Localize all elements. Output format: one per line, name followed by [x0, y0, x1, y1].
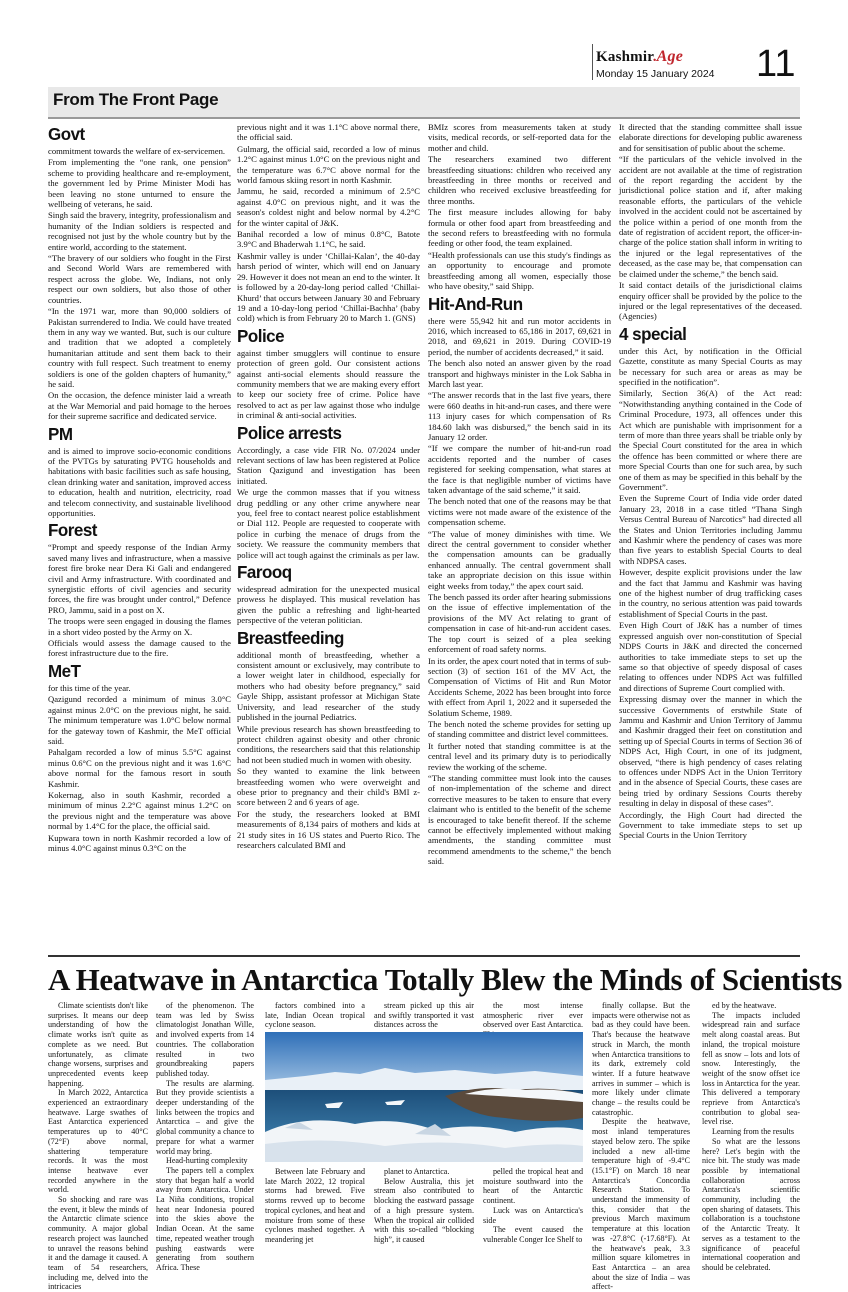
paragraph: Climate scientists don't like surprises. It means our deep understanding of how the climate works isn't quite as complete as we need. But unfortunately, as climate change worsens, surprises and unprecedented events keep happening. — [48, 1001, 148, 1088]
story-met-continued — [237, 122, 420, 324]
paragraph: there were 55,942 hit and run motor accidents in 2016, which increased to 65,186 in 2017, 69,621 in 2018, and 69,621 in 2019. During COVID-19 period, the number of accidents decreased,” it said. — [428, 315, 611, 357]
paragraph: The bench also noted an answer given by the road transport and highways minister in the Lok Sabha in March last year. — [428, 358, 611, 389]
paragraph: Expressing dismay over the manner in which the successive Governments of erstwhile State of Jammu and Kashmir and Union Territory of Jammu and Kashmir dragged their feet on constitution and setting up of Special Courts in terms of Section 36 of NDPS Act, High Court, in one of its judgment, observed, “there is high pendency of cases relating to offences under NDPS Act in the Union Territory and in the absence of Special Courts, these cases are being tried by ordinary Sessions Courts thereby resulting in delay in disposal of these cases”. — [619, 694, 802, 809]
paragraph: against timber smugglers will continue to ensure protection of green gold. Our consistent actions against anti-social elements should reassure the community members that we are making every effort to keep our society free of crime. Police have resolved to act as per law against those who indulge in criminal & anti-social activities. — [237, 347, 420, 421]
paragraph: Kokernag, also in south Kashmir, recorded a minimum of minus 2.2°C against minus 1.2°C on the previous night and the temperature was above normal by 1.4°C for the place, the official said. — [48, 789, 231, 832]
paragraph: of the phenomenon. The team was led by Swiss climatologist Jonathan Wille, and involved experts from 14 countries. The collaboration resulted in two groundbreaking papers published today. — [156, 1001, 254, 1078]
feature-column-1 — [48, 1001, 148, 1292]
paragraph: Pahalgam recorded a low of minus 5.5°C against minus 0.6°C on the previous night and it was 1.6°C above normal for the famous resort in south Kashmir. — [48, 747, 231, 789]
paragraph: In its order, the apex court noted that in terms of sub-section (3) of section 161 of the MV Act, the Compensation of Victims of Hit and Run Motor Accidents Scheme, 2022 has been brought into force with effect from April 1, 2022 and it superseded the Solatium Scheme, 1989. — [428, 655, 611, 718]
feature-divider — [48, 955, 800, 957]
feature-column-6 — [592, 1001, 690, 1292]
paragraph: The bench passed its order after hearing submissions on the issue of effective implementation of the provisions of the MV Act relating to grant of compensation in case of hit-and-run accident cases. The top court is seized of a plea seeking enforcement of road safety norms. — [428, 592, 611, 655]
paragraph: From implementing the “one rank, one pension” scheme to providing healthcare and re-employment, the government led by Prime Minister Modi has been leaving no stone unturned to ensure the wellbeing of veterans, he said. — [48, 157, 231, 210]
paragraph: For the study, the researchers looked at BMI measurements of 8,134 pairs of mothers and kids at 21 study sites in 16 US states and Puerto Rico. The researchers calculated BMI and — [237, 808, 420, 850]
antarctic-landscape-image — [265, 1032, 583, 1162]
page-number: 11 — [756, 43, 796, 85]
story-heading-forest: Forest — [48, 520, 97, 541]
paragraph: The bench noted that one of the reasons may be that victims were not made aware of the existence of the compensation scheme. — [428, 496, 611, 528]
paragraph: planet to Antarctica. — [384, 1167, 450, 1176]
paragraph: Singh said the bravery, integrity, professionalism and humanity of the Indian soldiers is respected and recognised not just by the whole country but by the entire world, according to the statement. — [48, 210, 231, 252]
paragraph: In March 2022, Antarctica experienced an extraordinary heatwave. Large swathes of East Antarctica experienced temperatures up to 40°C (72°F) above normal, shattering temperature records. It was the most intense heatwave ever recorded anywhere in the world. — [48, 1088, 148, 1195]
paragraph: It said contact details of the jurisdictional claims enquiry officer shall be provided by the police to the injured or the legal representatives of the deceased. (Agencies) — [619, 280, 802, 322]
paragraph: The impacts included widespread rain and surface melt along coastal areas. But inland, the tropical moisture fell as snow – lots and lots of snow. Interestingly, the weight of the snow offset ice loss in Antarctica for the year. This delivered a temporary reprieve from Antarctica's contribution to global sea-level rise. — [702, 1010, 800, 1127]
paragraph: So what are the lessons here? Let's begin with the nice bit. The study was made possible by international collaboration across Antarctica's scientific community, including the open sharing of datasets. This collaboration is a touchstone of the Antarctic Treaty. It serves as a testament to the significance of peaceful international cooperation and should be celebrated. — [702, 1136, 800, 1272]
section-title: From The Front Page — [53, 90, 219, 109]
story-heading-govt: Govt — [48, 124, 85, 145]
antarctica-photo — [265, 1032, 583, 1162]
paragraph: While previous research has shown breastfeeding to protect children against obesity and other chronic conditions, the researchers said that this relationship had not been studied much in women with obesity. — [237, 723, 420, 765]
story-police-arrests — [237, 445, 420, 560]
column-2 — [237, 122, 420, 962]
paragraph: “Prompt and speedy response of the Indian Army saved many lives and infrastructure, when a massive forest fire broke near Dera Ki Gali and endangered civil and Army infrastructure. With coordinated and synergistic efforts of civil agencies and security forces, the fire was brought under control,” Defence PRO, Jammu, said in a post on X. — [48, 542, 231, 615]
story-heading-pm: PM — [48, 424, 73, 445]
paragraph: additional month of breastfeeding, whether a consistent amount or exclusively, may contribute to a lower weight later in childhood, especially for mothers who had obesity before pregnancy,” said Gayle Shipp, assistant professor at Michigan State University, and lead researcher of the study published in the journal Pediatrics. — [237, 649, 420, 723]
paragraph: “The bravery of our soldiers who fought in the First and Second World Wars are remembered with respect across the globe. We, Indians, not only respect our own soldiers, but also those of other countries. — [48, 253, 231, 305]
story-heading-4-special: 4 special — [619, 324, 687, 345]
column-4 — [619, 122, 802, 962]
paragraph: Learning from the results — [712, 1127, 795, 1137]
paragraph: “Health professionals can use this study's findings as an opportunity to encourage and promote breastfeeding among all women, especially those who have obesity,” said Shipp. — [428, 249, 611, 292]
paragraph: under this Act, by notification in the Official Gazette, constitute as many Special Courts as may be necessary for such area or areas as may be specified in the notification”. — [619, 345, 802, 387]
paragraph: finally collapse. But the impacts were otherwise not as bad as they could have been. That's because the heatwave struck in March, the month when Antarctica transitions to its dark, extremely cold winter. If a future heatwave arrives in summer – which is more likely under climate change – the results could be catastrophic. — [592, 1001, 690, 1117]
paragraph: Qazigund recorded a minimum of minus 3.0°C against minus 2.0°C on the previous night, he said. The minimum temperature was 1.0°C below normal for the gateway town of Kashmir, the MeT official said. — [48, 694, 231, 746]
feature-column-3-bottom — [265, 1167, 365, 1287]
paragraph: factors combined into a late, Indian Ocean tropical cyclone season. — [265, 1001, 365, 1030]
paragraph: Despite the heatwave, most inland temperatures stayed below zero. The spike included a new all-time temperature high of -9.4°C (15.1°F) on March 18 near Antarctica's Concordia Research Station. To understand the immensity of this, consider that the previous March maximum temperature at this location was -27.8°C (-17.68°F). At the heatwave's peak, 3.3 million square kilometres in East Antarctica – an area about the size of India – was affect- — [592, 1117, 690, 1292]
feature-headline: A Heatwave in Antarctica Totally Blew the Minds of Scientists — [48, 962, 842, 997]
brand-accent: Age — [656, 48, 684, 65]
paragraph: It further noted that standing committee is at the central level and its primary duty is to periodically review the working of the scheme. — [428, 740, 611, 772]
story-pm — [48, 446, 231, 519]
paragraph: “The value of money diminishes with time. We direct the central government to consider whether the compensation amounts can be gradually enhanced annually. The central government shall take an appropriate decision on this issue within eight weeks from today,” the apex court said. — [428, 528, 611, 591]
feature-column-5-bottom — [483, 1167, 583, 1287]
paragraph: The troops were seen engaged in dousing the flames in a short video posted by the Army on X. — [48, 616, 231, 637]
paragraph: Kashmir valley is under ‘Chillai-Kalan’, the 40-day harsh period of winter, which will end on January 29. However it does not mean an end to the winter. It is followed by a 20-day-long period called ‘Chillai-Khurd’ that occurs between January 30 and February 19 and a 10-day-long period ‘Chillai-Bachha’ (baby cold) which is from February 20 to March 1. (GNS) — [237, 250, 420, 324]
story-farooq — [237, 584, 420, 626]
paragraph: We urge the common masses that if you witness drug peddling or any other crime anywhere near you, feel free to contact nearest police establishment or Dial 112. People are requested to cooperate with police in curbing the menace of drugs from the society. We reassure the community members that police will act tough against the criminals as per law. — [237, 487, 420, 560]
issue-date: Monday 15 January 2024 — [596, 68, 715, 80]
paragraph: “If we compare the number of hit-and-run road accidents reported and the number of cases registered for seeking compensation, what stares at the face is that negligible number of victims have taken advantage of the said scheme,” it said. — [428, 443, 611, 495]
paragraph: “The answer records that in the last five years, there were 660 deaths in hit-and-run cases, and there were 113 injury cases for which compensation of Rs 184.60 lakh was disbursed,” the bench said in its January 12 order. — [428, 390, 611, 442]
column-1 — [48, 122, 231, 962]
paragraph: Head-hurting complexity — [166, 1156, 248, 1166]
paragraph: However, despite explicit provisions under the law and the fact that Jammu and Kashmir was having one of the highest number of drug trafficking cases in the country, no serious attention was paid towards establishment of Special Courts in the past. — [619, 567, 802, 619]
paragraph: So shocking and rare was the event, it blew the minds of the Antarctic climate science community. A major global research project was launched to unravel the reasons behind it and the damage it caused. A team of 54 researchers, including me, delved into the intricacies — [48, 1195, 148, 1292]
paragraph: for this time of the year. — [48, 682, 131, 693]
paragraph: Gulmarg, the official said, recorded a low of minus 1.2°C against minus 1.0°C on the previous night and the temperature was 6.7°C above normal for the world famous skiing resort in north Kashmir. — [237, 143, 420, 186]
column-3 — [428, 122, 611, 962]
story-breastfeeding — [237, 650, 420, 851]
paragraph: On the occasion, the defence minister laid a wreath at the War Memorial and paid homage to the heroes for their supreme sacrifice and dedicated service. — [48, 390, 231, 422]
paragraph: Accordingly, the High Court had directed the Government to take immediate steps to set up Special Courts in the Union Territory — [619, 809, 802, 841]
paragraph: Accordingly, a case vide FIR No. 07/2024 under relevant sections of law has been registered at Police Station Qazigund and investigation has been initiated. — [237, 444, 420, 486]
paragraph: The first measure includes allowing for baby formula or other food apart from breastfeeding and the second refers to breastfeeding with no formula feeding or other food, the team explained. — [428, 207, 611, 249]
paragraph: The bench noted the scheme provides for setting up of standing committee and district level committees. — [428, 718, 611, 740]
paragraph: Below Australia, this jet stream also contributed to blocking the eastward passage of a high pressure system. When the tropical air collided with this so-called “blocking high”, it caused — [374, 1176, 474, 1244]
paragraph: BMIz scores from measurements taken at study visits, medical records, or self-reported data for the mother and child. — [428, 122, 611, 153]
story-heading-farooq: Farooq — [237, 562, 292, 583]
story-heading-police-arrests: Police arrests — [237, 423, 342, 444]
masthead — [592, 44, 848, 84]
paragraph: Luck was on Antarctica's side — [483, 1205, 583, 1225]
story-police — [237, 348, 420, 421]
paragraph: Jammu, he said, recorded a minimum of 2.5°C against 4.0°C on previous night, and it was the season's coldest night and below normal by 4.2°C for the winter capital of J&K. — [237, 186, 420, 228]
paragraph: The event caused the vulnerable Conger Ice Shelf to — [483, 1225, 583, 1244]
newspaper-logo: Kashmir.Age — [596, 48, 684, 65]
story-heading-police: Police — [237, 326, 285, 347]
story-met — [48, 683, 231, 854]
paragraph: Even High Court of J&K has a number of times expressed anguish over non-constitution of Special NDPS Courts in J&K and directed the concerned authorities to take immediate steps to set up the same so that objective of speedy disposal of cases relating to offences under NDPS Act was fulfilled and directions of Supreme Court complied with. — [619, 620, 802, 693]
story-4-special — [619, 346, 802, 841]
story-heading-breastfeeding: Breastfeeding — [237, 628, 344, 649]
paragraph: Banihal recorded a low of minus 0.8°C, Batote 3.9°C and Bhaderwah 1.1°C, he said. — [237, 229, 420, 250]
story-hit-and-run — [428, 316, 611, 867]
paragraph: The researchers examined two different breastfeeding situations: children who received any breastfeeding in three months or received and children who received exclusive breastfeeding for three months. — [428, 154, 611, 206]
paragraph: and is aimed to improve socio-economic conditions of the PVTGs by saturating PVTG households and habitations with basic facilities such as safe housing, clean drinking water and sanitation, improved access to education, health and nutrition, electricity, road and telecom connectivity, and sustainable livelihood opportunities. — [48, 445, 231, 518]
paragraph: It directed that the standing committee shall issue elaborate directions for developing public awareness and for sensitisation of public about the scheme. — [619, 122, 802, 153]
paragraph: “In the 1971 war, more than 90,000 soldiers of Pakistan surrendered to India. We could have treated them in any way we wanted. But, such is our culture and tradition that we adopted a completely humanitarian attitude and sent them back to their country with full respect. Such treatment to enemy soldiers is one of the golden chapters of humanity,” he said. — [48, 306, 231, 389]
paragraph: previous night and it was 1.1°C above normal there, the official said. — [237, 122, 420, 143]
story-heading-met: MeT — [48, 661, 81, 682]
paragraph: “If the particulars of the vehicle involved in the accident are not available at the time of registration of the report regarding the accident by the jurisdictional police station and if, after making reasonable efforts, the particulars of the vehicle involved in the accident could not be ascertained by the police within a period of one month from the date of registration of accident report, the officer-in-charge of the police station shall inform in writing to the injured or the legal representatives of the deceased, as the case may be, that compensation can be claimed under the scheme,” the bench said. — [619, 154, 802, 279]
paragraph: widespread admiration for the unexpected musical prowess he displayed. This musical revelation has given the public a refreshing and light-hearted perspective of the veteran politician. — [237, 584, 420, 626]
paragraph: Similarly, Section 36(A) of the Act read: “Notwithstanding anything contained in the Code of Criminal Procedure, 1973, all offences under this Act which are punishable with imprisonment for a term of more than three years shall be triable only by the Special Court constituted for the area in which the offence has been committed or where there are more Special Courts than one for such area, by such one of them as may be specified in this behalf by the Government”. — [619, 388, 802, 492]
paragraph: Kupwara town in north Kashmir recorded a low of minus 4.0°C against minus 0.3°C on the — [48, 832, 231, 853]
paragraph: The results are alarming. But they provide scientists a deeper understanding of the links between the tropics and Antarctica – and give the global community a chance to prepare for what a warmer world may bring. — [156, 1078, 254, 1156]
paragraph: ed by the heatwave. — [712, 1001, 777, 1010]
feature-column-7 — [702, 1001, 800, 1286]
paragraph: So they wanted to examine the link between breastfeeding women who were overweight and obese prior to pregnancy and their child's BMI z-score between 2 and 6 years of age. — [237, 766, 420, 808]
feature-column-4-bottom — [374, 1167, 474, 1287]
feature-column-2 — [156, 1001, 254, 1286]
brand-name: Kashmir — [596, 49, 653, 65]
paragraph: Officials would assess the damage caused to the forest infrastructure due to the fire. — [48, 638, 231, 659]
masthead-divider — [592, 44, 593, 80]
story-govt — [48, 146, 231, 422]
paragraph: The papers tell a complex story that began half a world away from Antarctica. Under La Niña conditions, tropical heat near Indonesia poured into the skies above the Indian Ocean. At the same time, repeated weather trough pushing eastwards were generating from southern Africa. These — [156, 1165, 254, 1272]
paragraph: “The standing committee must look into the causes of non-implementation of the scheme and direct corrective measures to be taken to ensure that every claimant who is entitled to the benefit of the scheme is encouraged to take benefit thereof. If the scheme cannot be effectively implemented without making amendments, the standing committee must recommend amendments to the scheme,” the bench said. — [428, 772, 611, 867]
story-heading-hit-and-run: Hit-And-Run — [428, 294, 523, 314]
paragraph: commitment towards the welfare of ex-servicemen. — [48, 146, 226, 156]
story-forest — [48, 542, 231, 658]
paragraph: the most intense atmospheric river ever observed over East Antarctica. — [483, 1001, 583, 1030]
story-breastfeeding-continued — [428, 122, 611, 292]
paragraph: Between late February and late March 2022, 12 tropical storms had brewed. Five storms revved up to become tropical cyclones, and heat and moisture from some of these cyclones mashed together. A meandering jet — [265, 1167, 366, 1244]
paragraph: stream picked up this air and swiftly transported it vast distances across the — [374, 1001, 474, 1030]
paragraph: Even the Supreme Court of India vide order dated January 23, 2018 in a case titled “Thana Singh Versus Central Bureau of Narcotics” had directed all the States and Union Territories including Jammu and Kashmir where the pendency of cases was more than five years to establish Special Courts to deal with NDPSA cases. — [619, 493, 802, 566]
story-hit-and-run-continued — [619, 122, 802, 322]
section-header — [48, 87, 800, 119]
paragraph: pelled the tropical heat and moisture southward into the heart of the Antarctic continent. — [483, 1167, 583, 1206]
